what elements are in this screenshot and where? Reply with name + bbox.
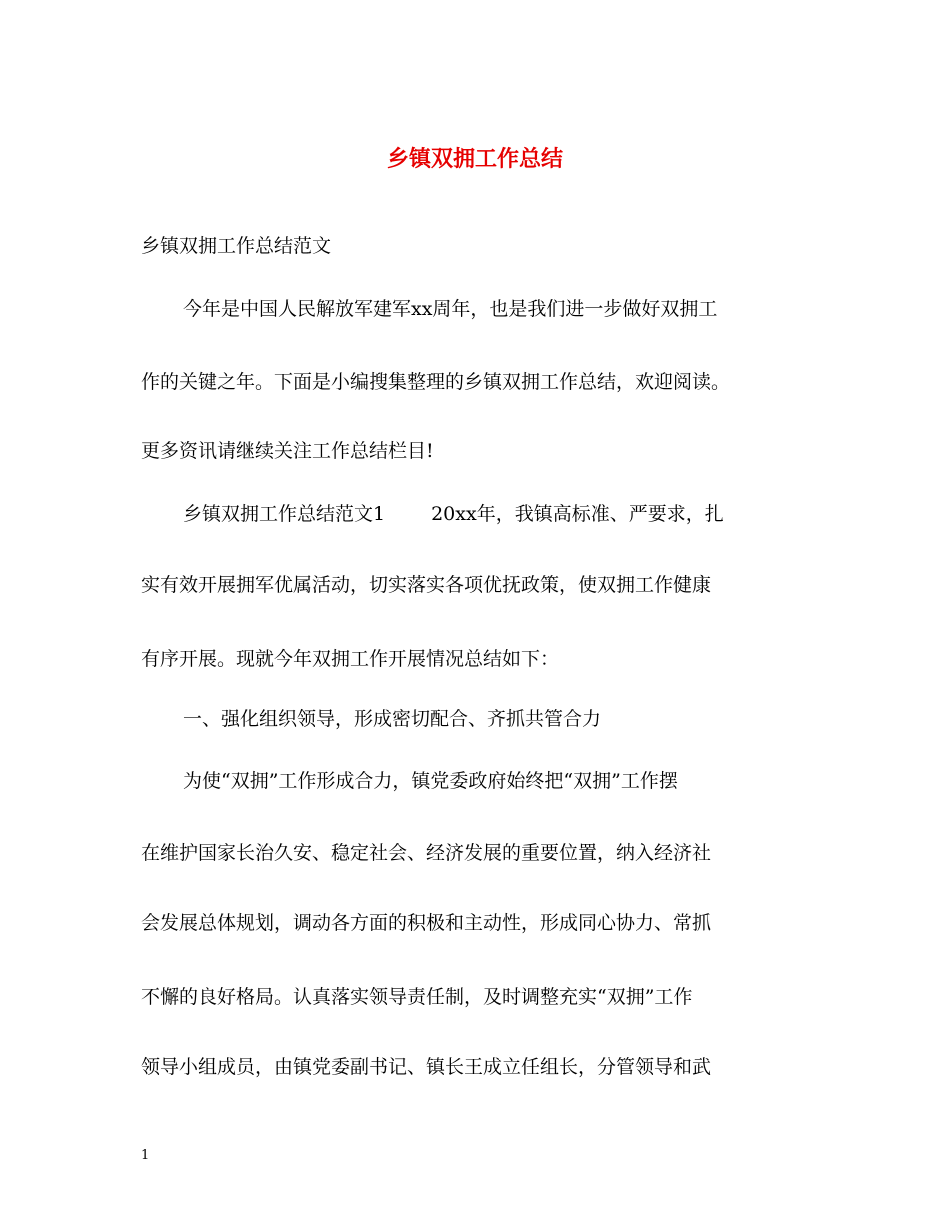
paragraph-line [183, 500, 863, 528]
paragraph-text-inline: 20xx年，我镇高标准、严要求，扎 [431, 503, 724, 525]
paragraph-line: 领导小组成员，由镇党委副书记、镇长王成立任组长，分管领导和武 [141, 1056, 712, 1078]
document-title: 乡镇双拥工作总结 [386, 147, 563, 172]
section-heading: 一、强化组织领导，形成密切配合、齐抓共管合力 [183, 708, 602, 730]
paragraph-line: 会发展总体规划，调动各方面的积极和主动性，形成同心协力、常抓 [141, 912, 712, 934]
paragraph-line: 不懈的良好格局。认真落实领导责任制，及时调整充实“双拥”工作 [141, 986, 693, 1008]
paragraph-line: 更多资讯请继续关注工作总结栏目! [141, 440, 434, 462]
paragraph-line: 今年是中国人民解放军建军xx周年，也是我们进一步做好双拥工 [183, 298, 718, 320]
paragraph-line: 作的关键之年。下面是小编搜集整理的乡镇双拥工作总结，欢迎阅读。 [141, 371, 731, 393]
paragraph-line: 有序开展。现就今年双拥工作开展情况总结如下： [141, 648, 560, 670]
section-heading-inline: 乡镇双拥工作总结范文1 [183, 503, 386, 525]
subtitle-line: 乡镇双拥工作总结范文 [141, 235, 332, 257]
paragraph-line: 在维护国家长治久安、稳定社会、经济发展的重要位置，纳入经济社 [141, 842, 712, 864]
page-number: 1 [141, 1148, 150, 1163]
paragraph-line: 为使“双拥”工作形成合力，镇党委政府始终把“双拥”工作摆 [183, 770, 678, 792]
paragraph-line: 实有效开展拥军优属活动，切实落实各项优抚政策，使双拥工作健康 [141, 574, 712, 596]
